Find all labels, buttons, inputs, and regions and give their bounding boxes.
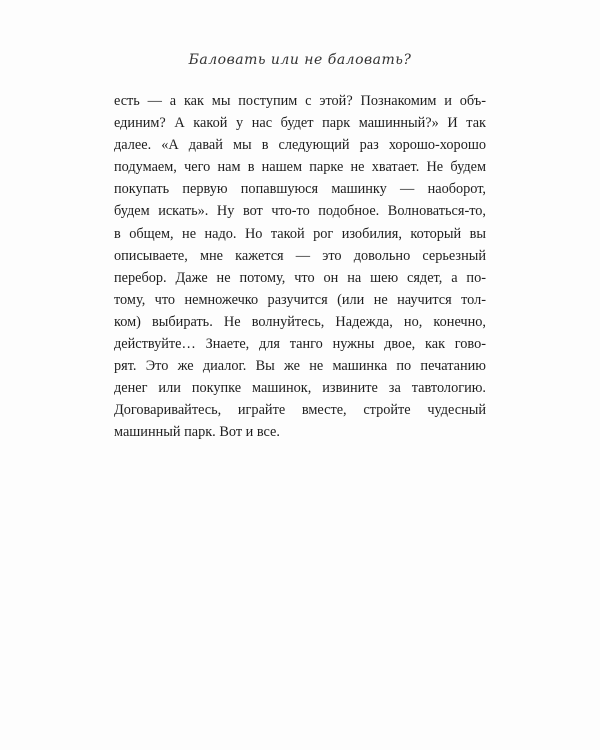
text-line: есть — а как мы поступим с этой? Познакомим и объ- <box>114 93 486 109</box>
text-line: тому, что немножечко разучится (или не научится тол- <box>114 291 486 308</box>
text-line: описываете, мне кажется — это довольно серьезный <box>114 247 486 264</box>
text-line: Договаривайтесь, играйте вместе, стройте чудесный <box>114 402 486 419</box>
text-line: ком) выбирать. Не волнуйтесь, Надежда, но, конечно, <box>114 313 486 330</box>
text-line: подумаем, чего нам в нашем парке не хватает. Не будем <box>114 159 486 176</box>
text-line: будем искать». Ну вот что-то подобное. Волноваться-то, <box>114 203 486 220</box>
body-paragraph <box>114 90 486 444</box>
text-line: покупать первую попавшуюся машинку — наоборот, <box>114 181 486 198</box>
text-line: машинный парк. Вот и все. <box>114 424 280 441</box>
text-line: денег или покупке машинок, извините за тавтологию. <box>114 380 486 397</box>
text-line: единим? А какой у нас будет парк машинный?» И так <box>114 115 486 132</box>
text-line: рят. Это же диалог. Вы же не машинка по печатанию <box>114 358 486 375</box>
text-line: в общем, не надо. Но такой рог изобилия, который вы <box>114 225 486 242</box>
text-line: перебор. Даже не потому, что он на шею сядет, а по- <box>114 269 486 286</box>
running-head: Баловать или не баловать? <box>188 52 412 68</box>
text-line: далее. «А давай мы в следующий раз хорошо-хорошо <box>114 137 486 154</box>
text-line: действуйте… Знаете, для танго нужны двое, как гово- <box>114 336 486 353</box>
